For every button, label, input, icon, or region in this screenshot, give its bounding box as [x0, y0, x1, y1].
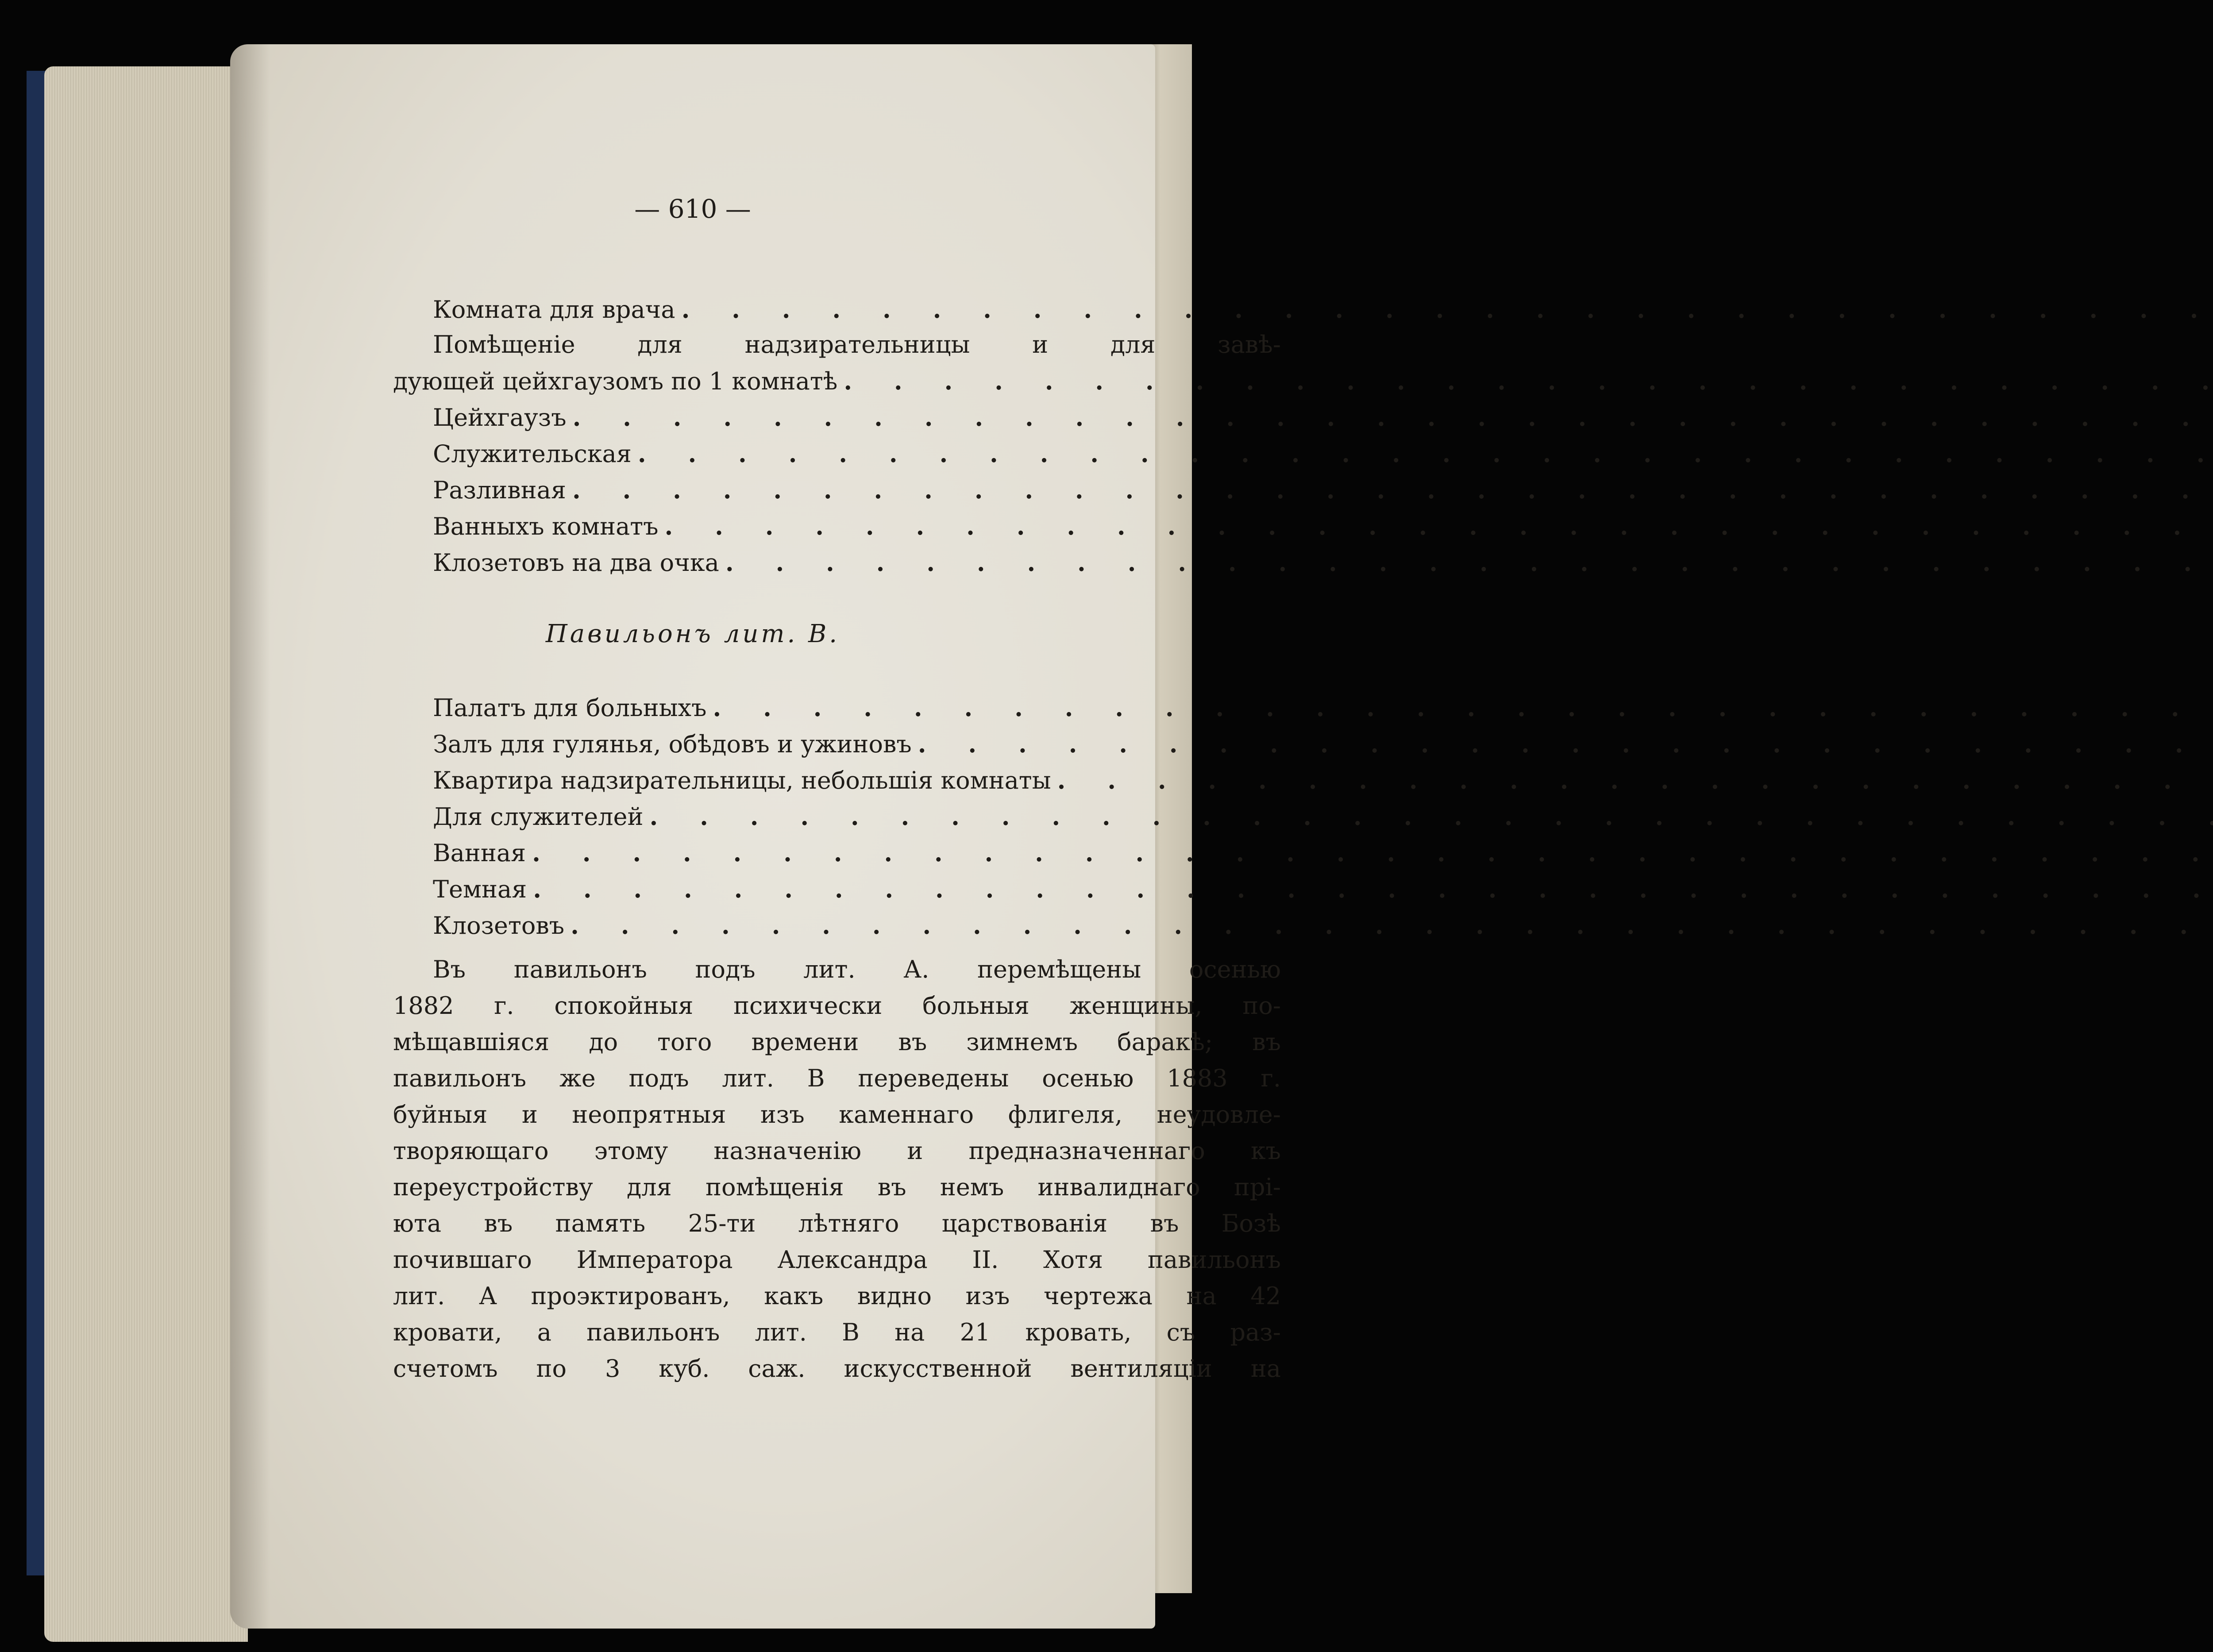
leader-dots — [918, 727, 2213, 761]
list-item — [433, 690, 1281, 725]
leader-dots — [650, 799, 2213, 834]
list-item-label: Служительская — [433, 440, 632, 468]
list-item — [393, 364, 1281, 398]
list-item-label: Помѣщенiе для надзирательницы и для завѣ- — [433, 331, 1281, 358]
list-item-label: Палатъ для больныхъ — [433, 694, 707, 722]
list-item — [433, 292, 1281, 327]
leader-dots — [665, 509, 2213, 543]
list-item — [433, 400, 1281, 435]
leader-dots — [844, 364, 2213, 398]
section-heading: Павильонъ лит. В. — [545, 620, 840, 648]
page-stack-edge — [44, 66, 248, 1642]
paragraph-line: юта въ память 25-ти лѣтняго царствованiя въ Бозѣ — [393, 1209, 1281, 1237]
paragraph-line: буйныя и неопрятныя изъ каменнаго флигеля, неудовле- — [393, 1101, 1281, 1128]
list-item — [433, 872, 1281, 906]
list-item-label: Ванная — [433, 839, 526, 867]
leader-dots — [682, 292, 2213, 327]
paragraph-line: лит. А проэктированъ, какъ видно изъ чертежа на 42 — [393, 1282, 1281, 1310]
list-item-label: Комната для врача — [433, 296, 675, 323]
paragraph-line: павильонъ же подъ лит. В переведены осенью 1883 г. — [393, 1064, 1281, 1092]
paragraph-line: переустройству для помѣщенiя въ немъ инвалиднаго прi- — [393, 1173, 1281, 1201]
book-page — [230, 44, 1281, 1629]
list-item-label: Для служителей — [433, 803, 644, 831]
paragraph-line: творяющаго этому назначенiю и предназначеннаго къ — [393, 1137, 1281, 1165]
leader-dots — [572, 473, 2213, 507]
paragraph-line: счетомъ по 3 куб. саж. искусственной вентиляцiи на — [393, 1355, 1281, 1382]
body-paragraph — [393, 951, 1281, 1387]
paragraph-line: 1882 г. спокойныя психически больныя женщины, по- — [393, 992, 1281, 1020]
list-item — [433, 836, 1281, 870]
leader-dots — [532, 836, 2213, 870]
list-item-label: Клозетовъ — [433, 912, 565, 940]
leader-dots — [571, 908, 2213, 943]
leader-dots — [713, 690, 2213, 725]
list-item — [433, 727, 1281, 761]
page-content — [230, 44, 1281, 1629]
paragraph-line: мѣщавшiяся до того времени въ зимнемъ баракѣ; въ — [393, 1028, 1281, 1056]
list-item — [433, 509, 1281, 543]
paragraph-line: Въ павильонъ подъ лит. А. перемѣщены осенью — [433, 955, 1281, 983]
list-item — [433, 799, 1281, 834]
list-item-label: Цейхгаузъ — [433, 404, 567, 431]
leader-dots — [573, 400, 2213, 435]
list-item — [433, 473, 1281, 507]
list-item — [433, 436, 1281, 471]
list-item-label: дующей цейхгаузомъ по 1 комнатѣ — [393, 367, 838, 395]
list-item-label: Ванныхъ комнатъ — [433, 512, 659, 540]
list-item-label: Темная — [433, 875, 527, 903]
list-item — [433, 908, 1281, 943]
leader-dots — [725, 545, 2213, 580]
list-item-label: Разливная — [433, 476, 566, 504]
list-item-label: Клозетовъ на два очка — [433, 549, 719, 577]
leader-dots — [638, 436, 2213, 471]
list-item-label: Квартира надзирательницы, небольшiя комнаты — [433, 766, 1051, 794]
list-item-label: Залъ для гулянья, обѣдовъ и ужиновъ — [433, 730, 912, 758]
leader-dots — [533, 872, 2213, 906]
paragraph-line: кровати, а павильонъ лит. В на 21 кровать, съ раз- — [393, 1318, 1281, 1346]
page-number: — 610 — — [634, 194, 751, 224]
list-item — [433, 763, 1281, 797]
list-item — [433, 545, 1281, 580]
leader-dots — [1057, 763, 2213, 797]
paragraph-line: почившаго Императора Александра II. Хотя павильонъ — [393, 1246, 1281, 1274]
